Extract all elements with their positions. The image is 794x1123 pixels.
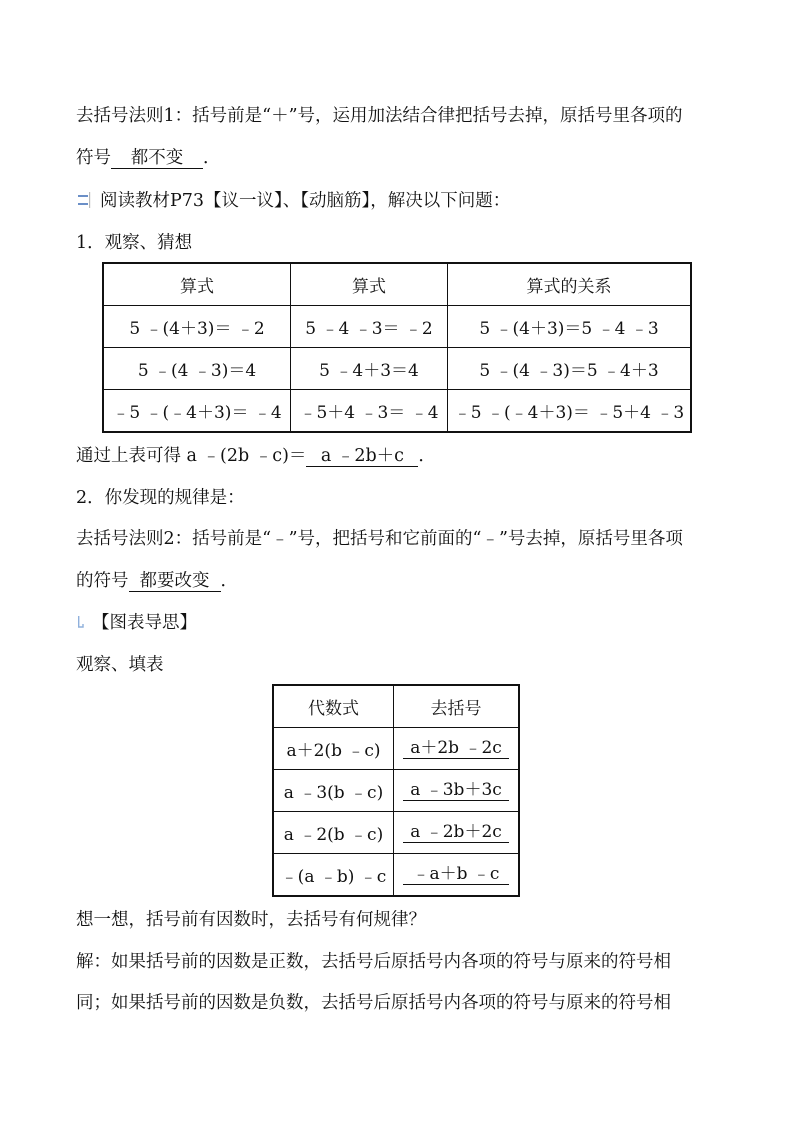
table-row	[103, 348, 691, 390]
rule1-prefix: 符号	[76, 148, 111, 168]
bullet-icon	[76, 191, 92, 209]
derive-suffix: ．	[418, 446, 436, 466]
answer-blank: a＋2b ﹣2c	[403, 738, 509, 759]
table-header-row	[103, 263, 691, 306]
table-cell: 5 ﹣(4 ﹣3)＝5 ﹣4＋3	[448, 348, 692, 390]
fill-table	[272, 684, 520, 897]
rule1-answer-blank: 都不变	[111, 148, 203, 169]
table-cell: 5 ﹣4＋3＝4	[291, 348, 448, 390]
section2-heading-text: 阅读教材P73【议一议】、【动脑筋】，解决以下问题：	[100, 191, 511, 211]
table-header: 代数式	[273, 685, 394, 728]
table-cell	[394, 854, 520, 897]
table-header: 去括号	[394, 685, 520, 728]
derive-prefix: 通过上表可得 a ﹣(2b ﹣c)＝	[76, 446, 307, 466]
table-cell: a＋2(b ﹣c)	[273, 728, 394, 770]
table-header: 算式	[291, 263, 448, 306]
rule2-line2	[76, 569, 238, 593]
solution-line2: 同；如果括号前的因数是负数，去括号后原括号内各项的符号与原来的符号相	[76, 993, 671, 1013]
table-cell	[394, 728, 520, 770]
derive-answer-blank: a ﹣2b＋c	[306, 446, 418, 467]
derive-line	[76, 444, 436, 468]
table-cell	[394, 812, 520, 854]
section3-heading	[76, 611, 197, 635]
section2-heading	[76, 189, 510, 213]
table-row	[103, 306, 691, 348]
table-cell: ﹣5 ﹣(﹣4＋3)＝ ﹣5＋4 ﹣3	[448, 390, 692, 433]
item1-label: 1．观察、猜想	[76, 233, 193, 253]
table-cell: 5 ﹣(4＋3)＝5 ﹣4 ﹣3	[448, 306, 692, 348]
table-cell: a ﹣3(b ﹣c)	[273, 770, 394, 812]
rule2-prefix: 的符号	[76, 571, 129, 591]
think-question: 想一想，括号前有因数时，去括号有何规律？	[76, 910, 426, 930]
item2-label: 2．你发现的规律是：	[76, 488, 245, 508]
table-cell: a ﹣2(b ﹣c)	[273, 812, 394, 854]
table-cell: 5 ﹣4 ﹣3＝ ﹣2	[291, 306, 448, 348]
table-row	[273, 728, 519, 770]
fill-table-label: 观察、填表	[76, 655, 164, 675]
answer-blank: ﹣a＋b ﹣c	[403, 864, 509, 885]
rule2-line1: 去括号法则2：括号前是“﹣”号，把括号和它前面的“﹣”号去掉，原括号里各项	[76, 529, 683, 549]
table-header: 算式	[103, 263, 291, 306]
table-cell: 5 ﹣(4＋3)＝ ﹣2	[103, 306, 291, 348]
table-header: 算式的关系	[448, 263, 692, 306]
rule1-line1: 去括号法则1：括号前是“＋”号，运用加法结合律把括号去掉，原括号里各项的	[76, 106, 683, 126]
rule1-suffix: ．	[203, 148, 221, 168]
table-row	[273, 812, 519, 854]
table-cell: 5 ﹣(4 ﹣3)＝4	[103, 348, 291, 390]
rule1-line2	[76, 146, 221, 170]
table-header-row	[273, 685, 519, 728]
marker-icon	[76, 613, 86, 631]
rule2-answer-blank: 都要改变	[129, 571, 221, 592]
rule2-suffix: ．	[220, 571, 238, 591]
table-row	[103, 390, 691, 433]
section3-heading-text: 【图表导思】	[92, 613, 197, 633]
table-cell: ﹣5＋4 ﹣3＝ ﹣4	[291, 390, 448, 433]
answer-blank: a ﹣2b＋2c	[403, 822, 509, 843]
solution-line1: 解：如果括号前的因数是正数，去括号后原括号内各项的符号与原来的符号相	[76, 952, 671, 972]
table-row	[273, 770, 519, 812]
table-cell	[394, 770, 520, 812]
observation-table	[102, 262, 692, 433]
answer-blank: a ﹣3b＋3c	[403, 780, 509, 801]
table-row	[273, 854, 519, 897]
table-cell: ﹣(a ﹣b) ﹣c	[273, 854, 394, 897]
table-cell: ﹣5 ﹣(﹣4＋3)＝ ﹣4	[103, 390, 291, 433]
